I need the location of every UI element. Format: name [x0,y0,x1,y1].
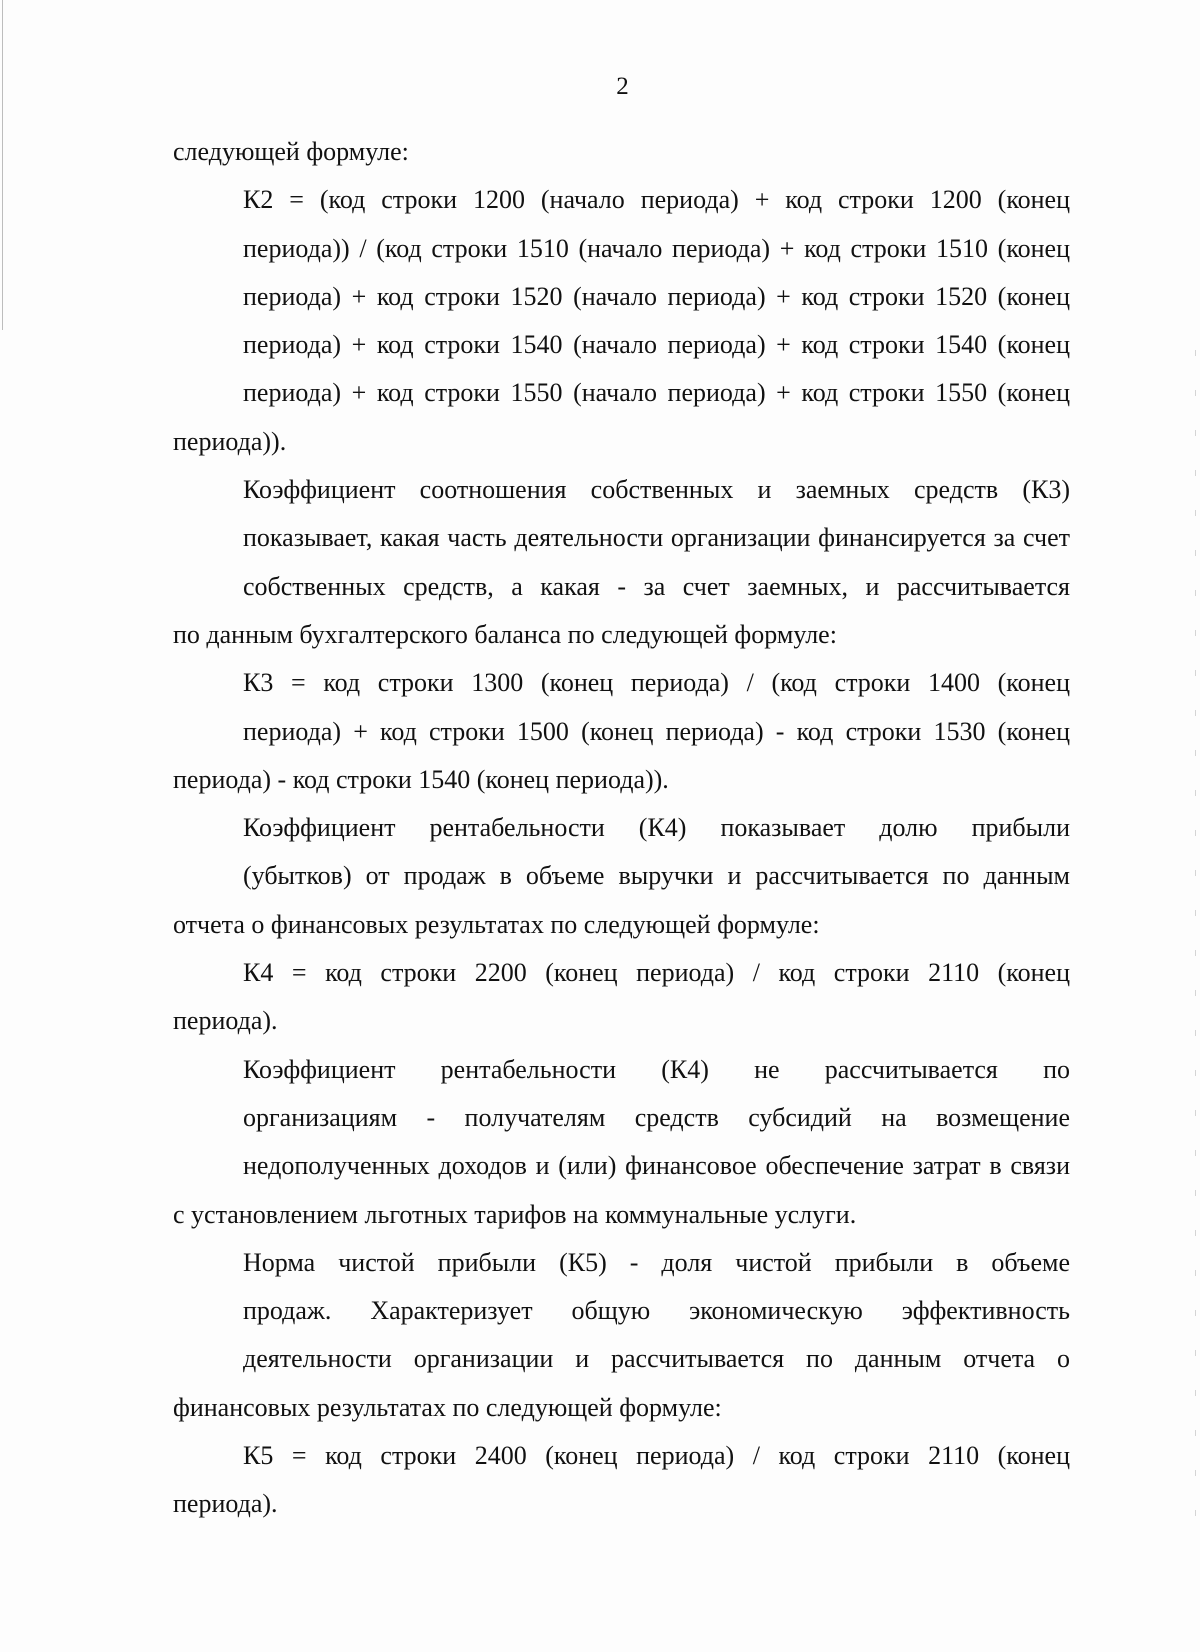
scan-edge-left [2,0,3,330]
paragraph-k4-exception [173,1046,1070,1239]
text-line: К5 = код строки 2400 (конец периода) / код строки 2110 (конец [243,1441,1070,1471]
text-line: Коэффициент рентабельности (К4) не рассчитывается по [243,1054,1070,1084]
text-line: показывает, какая часть деятельности организации финансируется за счет [243,523,1070,553]
page-number: 2 [616,73,629,100]
text-line: (убытков) от продаж в объеме выручки и рассчитывается по данным [243,861,1070,891]
text-line: недополученных доходов и (или) финансовое обеспечение затрат в связи [243,1151,1070,1181]
text-line: К4 = код строки 2200 (конец периода) / код строки 2110 (конец [243,958,1070,988]
text-line: продаж. Характеризует общую экономическую эффективность [243,1296,1070,1326]
paragraph-0 [173,128,1070,176]
text-line: финансовых результатах по следующей формуле: [173,1392,722,1422]
text-line: по данным бухгалтерского баланса по следующей формуле: [173,619,837,649]
text-line: К2 = (код строки 1200 (начало периода) + код строки 1200 (конец [243,185,1070,215]
text-line: периода) + код строки 1540 (начало периода) + код строки 1540 (конец [243,330,1070,360]
paragraph-k3-description [173,466,1070,659]
scan-edge-right [1195,350,1196,1550]
text-line: с установлением льготных тарифов на коммунальные услуги. [173,1199,857,1229]
text-line: периода) - код строки 1540 (конец периода)). [173,764,669,794]
text-line: деятельности организации и рассчитывается по данным отчета о [243,1344,1070,1374]
text-line: организациям - получателям средств субсидий на возмещение [243,1102,1070,1132]
text-line: периода). [173,1489,278,1519]
paragraph-k5-description [173,1239,1070,1432]
text-line: отчета о финансовых результатах по следующей формуле: [173,909,820,939]
formula-k3 [173,659,1070,804]
text-line: периода)) / (код строки 1510 (начало периода) + код строки 1510 (конец [243,233,1070,263]
text-line: Норма чистой прибыли (К5) - доля чистой прибыли в объеме [243,1247,1070,1277]
text-line: Коэффициент рентабельности (К4) показывает долю прибыли [243,813,1070,843]
formula-k2 [173,176,1070,466]
text-line: следующей формуле: [173,137,409,166]
text-line: периода). [173,1006,278,1036]
formula-k4 [173,949,1070,1046]
text-line: собственных средств, а какая - за счет заемных, и рассчитывается [243,571,1070,601]
text-line: К3 = код строки 1300 (конец периода) / (код строки 1400 (конец [243,668,1070,698]
formula-k5 [173,1432,1070,1529]
paragraph-k4-description [173,804,1070,949]
text-line: периода) + код строки 1550 (начало периода) + код строки 1550 (конец [243,378,1070,408]
text-line: периода) + код строки 1500 (конец периода) - код строки 1530 (конец [243,716,1070,746]
text-line: периода) + код строки 1520 (начало периода) + код строки 1520 (конец [243,281,1070,311]
text-line: периода)). [173,426,287,456]
document-body [173,128,1070,1529]
text-line: Коэффициент соотношения собственных и заемных средств (К3) [243,475,1070,505]
